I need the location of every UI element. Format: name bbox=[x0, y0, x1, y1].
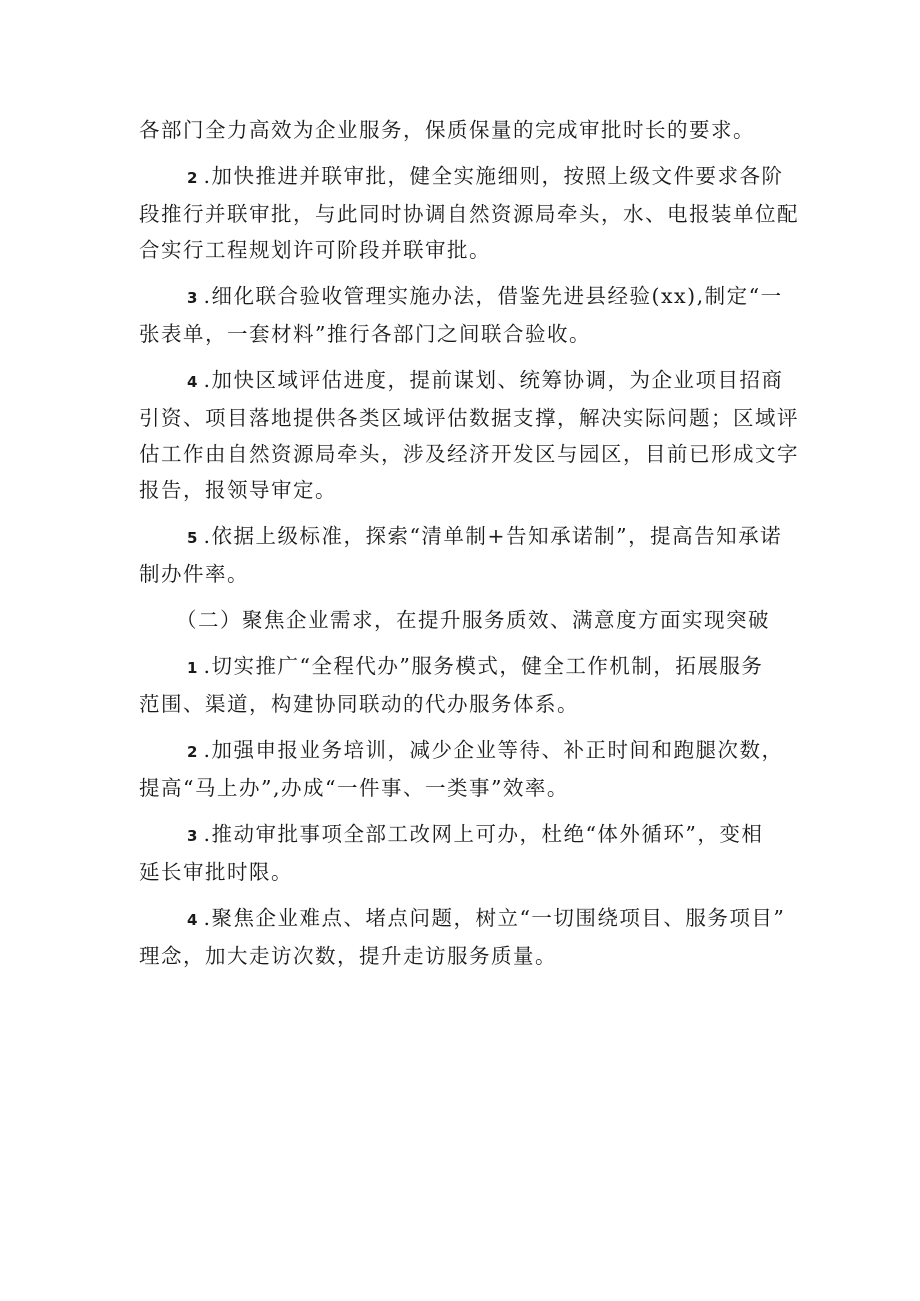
text-line: 张表单，一套材料”推行各部门之间联合验收。 bbox=[139, 322, 591, 346]
text-line: 提高“马上办”,办成“一件事、一类事”效率。 bbox=[139, 776, 569, 800]
list-item-5 bbox=[139, 518, 789, 592]
text-line: 理念，加大走访次数，提升走访服务质量。 bbox=[139, 944, 557, 968]
text-line: 范围、渠道，构建协同联动的代办服务体系。 bbox=[139, 692, 579, 716]
text-line: .切实推广“全程代办”服务模式，健全工作机制，拓展服务 bbox=[203, 654, 764, 678]
list-item-2 bbox=[139, 158, 799, 268]
list-item-4 bbox=[139, 362, 799, 508]
list-item-4 bbox=[139, 900, 789, 974]
text-line: .加快推进并联审批，健全实施细则，按照上级文件要求各阶 bbox=[203, 164, 784, 188]
list-item-2 bbox=[139, 732, 789, 806]
text-line: .依据上级标准，探索“清单制+告知承诺制”，提高告知承诺 bbox=[203, 524, 783, 548]
section-heading bbox=[139, 602, 789, 638]
list-item-1 bbox=[139, 648, 789, 722]
item-number: 4 bbox=[187, 373, 198, 391]
item-number: 3 bbox=[187, 827, 198, 845]
text-line: 引资、项目落地提供各类区域评估数据支撑，解决实际问题；区域评 bbox=[139, 406, 799, 430]
item-number: 1 bbox=[187, 659, 198, 677]
list-item-3 bbox=[139, 278, 789, 352]
document-page bbox=[139, 112, 799, 974]
text-line: 延长审批时限。 bbox=[139, 860, 293, 884]
text-line: .加快区域评估进度，提前谋划、统筹协调，为企业项目招商 bbox=[203, 368, 784, 392]
item-number: 2 bbox=[187, 743, 198, 761]
item-number: 3 bbox=[187, 289, 198, 307]
item-number: 2 bbox=[187, 169, 198, 187]
text-line: 报告，报领导审定。 bbox=[139, 478, 337, 502]
text-line: .细化联合验收管理实施办法，借鉴先进县经验(xx),制定“一 bbox=[203, 284, 783, 308]
text-line: .加强申报业务培训，减少企业等待、补正时间和跑腿次数， bbox=[203, 738, 784, 762]
text-line: 合实行工程规划许可阶段并联审批。 bbox=[139, 238, 491, 262]
text-line: （二）聚焦企业需求，在提升服务质效、满意度方面实现突破 bbox=[176, 608, 770, 632]
text-line: .推动审批事项全部工改网上可办，杜绝“体外循环”，变相 bbox=[203, 822, 764, 846]
paragraph bbox=[139, 112, 789, 148]
text-line: 各部门全力高效为企业服务，保质保量的完成审批时长的要求。 bbox=[139, 118, 755, 142]
text-line: 段推行并联审批，与此同时协调自然资源局牵头，水、电报装单位配 bbox=[139, 202, 799, 226]
list-item-3 bbox=[139, 816, 789, 890]
text-line: 制办件率。 bbox=[139, 562, 249, 586]
item-number: 4 bbox=[187, 911, 198, 929]
text-line: 估工作由自然资源局牵头，涉及经济开发区与园区，目前已形成文字 bbox=[139, 442, 799, 466]
item-number: 5 bbox=[187, 529, 198, 547]
text-line: .聚焦企业难点、堵点问题，树立“一切围绕项目、服务项目” bbox=[203, 906, 786, 930]
